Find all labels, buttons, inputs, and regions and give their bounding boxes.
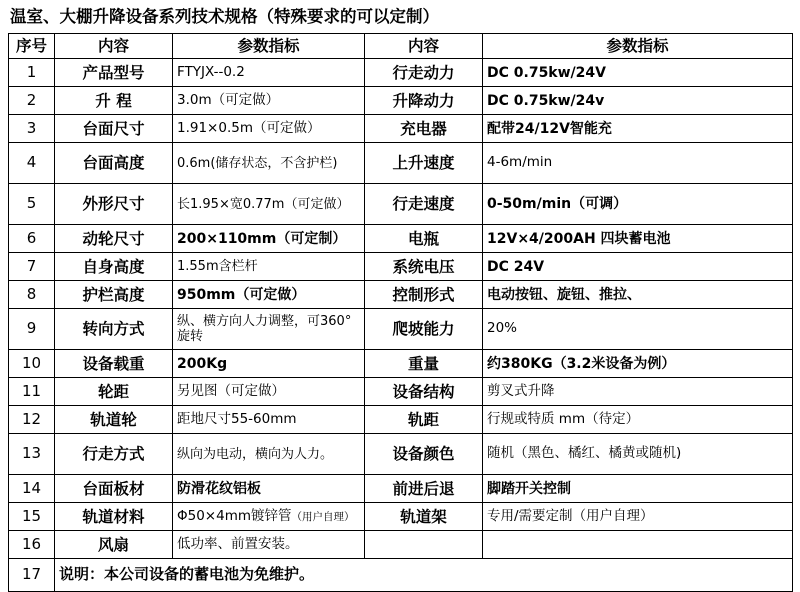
table-row (9, 115, 793, 143)
row-item-1: 行走方式 (55, 434, 173, 475)
row-value-1: 0.6m(储存状态，不含护栏) (173, 143, 365, 184)
row-value-2: 行规或特质 mm（待定） (483, 406, 793, 434)
row-value-2: DC 24V (483, 253, 793, 281)
column-header-value-1: 参数指标 (173, 34, 365, 59)
row-value-1: 1.91×0.5m（可定做） (173, 115, 365, 143)
row-value-2: 电动按钮、旋钮、推拉、 (483, 281, 793, 309)
row-item-1: 风扇 (55, 531, 173, 559)
row-item-2: 设备颜色 (365, 434, 483, 475)
row-value-1: 纵向为电动，横向为人力。 (173, 434, 365, 475)
row-value-2: 0-50m/min（可调） (483, 184, 793, 225)
row-item-2: 爬坡能力 (365, 309, 483, 350)
row-item-2: 充电器 (365, 115, 483, 143)
column-header-item-1: 内容 (55, 34, 173, 59)
row-item-1: 轨道材料 (55, 503, 173, 531)
row-number: 9 (9, 309, 55, 350)
row-value-2: DC 0.75kw/24V (483, 59, 793, 87)
row-item-1: 转向方式 (55, 309, 173, 350)
table-row (9, 281, 793, 309)
row-number: 3 (9, 115, 55, 143)
row-value-1-note: （用户自理） (291, 510, 355, 523)
row-value-1: 3.0m（可定做） (173, 87, 365, 115)
row-item-2 (365, 531, 483, 559)
row-number: 7 (9, 253, 55, 281)
column-header-no: 序号 (9, 34, 55, 59)
row-value-1 (173, 503, 365, 531)
table-row (9, 59, 793, 87)
row-item-2: 系统电压 (365, 253, 483, 281)
row-number: 13 (9, 434, 55, 475)
row-number: 1 (9, 59, 55, 87)
row-item-1: 动轮尺寸 (55, 225, 173, 253)
row-value-1: 长1.95×宽0.77m（可定做） (173, 184, 365, 225)
row-value-2: 4-6m/min (483, 143, 793, 184)
row-value-2: 约380KG（3.2米设备为例） (483, 350, 793, 378)
table-row (9, 143, 793, 184)
row-value-2: 配带24/12V智能充 (483, 115, 793, 143)
table-row (9, 253, 793, 281)
row-item-1: 轮距 (55, 378, 173, 406)
note-text: 说明：本公司设备的蓄电池为免维护。 (55, 559, 793, 592)
row-item-1: 外形尺寸 (55, 184, 173, 225)
row-value-1: 200×110mm（可定制） (173, 225, 365, 253)
row-item-2: 升降动力 (365, 87, 483, 115)
row-value-2: 剪叉式升降 (483, 378, 793, 406)
row-number: 16 (9, 531, 55, 559)
row-value-2 (483, 531, 793, 559)
row-item-1: 升 程 (55, 87, 173, 115)
row-number: 4 (9, 143, 55, 184)
row-value-2: DC 0.75kw/24v (483, 87, 793, 115)
table-row (9, 225, 793, 253)
row-number: 5 (9, 184, 55, 225)
table-row (9, 475, 793, 503)
row-value-1: 200Kg (173, 350, 365, 378)
row-number: 15 (9, 503, 55, 531)
row-item-2: 前进后退 (365, 475, 483, 503)
row-item-2: 轨距 (365, 406, 483, 434)
table-row (9, 406, 793, 434)
row-item-2: 电瓶 (365, 225, 483, 253)
row-number: 2 (9, 87, 55, 115)
row-item-1: 自身高度 (55, 253, 173, 281)
row-value-1: 低功率、前置安装。 (173, 531, 365, 559)
row-value-1: FTYJX--0.2 (173, 59, 365, 87)
table-row (9, 434, 793, 475)
row-number: 11 (9, 378, 55, 406)
spec-table (8, 33, 793, 592)
row-value-2: 20% (483, 309, 793, 350)
row-item-2: 轨道架 (365, 503, 483, 531)
row-item-1: 产品型号 (55, 59, 173, 87)
row-value-1: 950mm（可定做） (173, 281, 365, 309)
row-item-2: 行走速度 (365, 184, 483, 225)
table-row (9, 309, 793, 350)
row-number: 8 (9, 281, 55, 309)
table-note-row (9, 559, 793, 592)
row-number: 12 (9, 406, 55, 434)
row-item-1: 轨道轮 (55, 406, 173, 434)
row-value-2: 专用/需要定制（用户自理） (483, 503, 793, 531)
row-item-2: 设备结构 (365, 378, 483, 406)
table-header-row (9, 34, 793, 59)
page-title: 温室、大棚升降设备系列技术规格（特殊要求的可以定制） (10, 7, 439, 26)
row-number: 17 (9, 559, 55, 592)
table-row (9, 378, 793, 406)
table-row (9, 184, 793, 225)
column-header-item-2: 内容 (365, 34, 483, 59)
row-value-1: 1.55m含栏杆 (173, 253, 365, 281)
row-value-2: 脚踏开关控制 (483, 475, 793, 503)
table-row (9, 350, 793, 378)
row-item-1: 设备载重 (55, 350, 173, 378)
row-value-1: 纵、横方向人力调整，可360°旋转 (173, 309, 365, 350)
row-item-2: 控制形式 (365, 281, 483, 309)
row-item-1: 护栏高度 (55, 281, 173, 309)
row-number: 14 (9, 475, 55, 503)
row-value-1: 另见图（可定做） (173, 378, 365, 406)
table-row (9, 531, 793, 559)
row-item-1: 台面尺寸 (55, 115, 173, 143)
row-value-2: 随机（黑色、橘红、橘黄或随机) (483, 434, 793, 475)
row-number: 6 (9, 225, 55, 253)
row-number: 10 (9, 350, 55, 378)
row-value-1-main: Φ50×4mm镀锌管 (177, 507, 292, 524)
row-value-2: 12V×4/200AH 四块蓄电池 (483, 225, 793, 253)
table-row (9, 87, 793, 115)
row-item-1: 台面高度 (55, 143, 173, 184)
row-item-2: 行走动力 (365, 59, 483, 87)
row-item-2: 重量 (365, 350, 483, 378)
column-header-value-2: 参数指标 (483, 34, 793, 59)
row-value-1: 防滑花纹铝板 (173, 475, 365, 503)
row-item-2: 上升速度 (365, 143, 483, 184)
row-item-1: 台面板材 (55, 475, 173, 503)
table-row (9, 503, 793, 531)
row-value-1: 距地尺寸55-60mm (173, 406, 365, 434)
